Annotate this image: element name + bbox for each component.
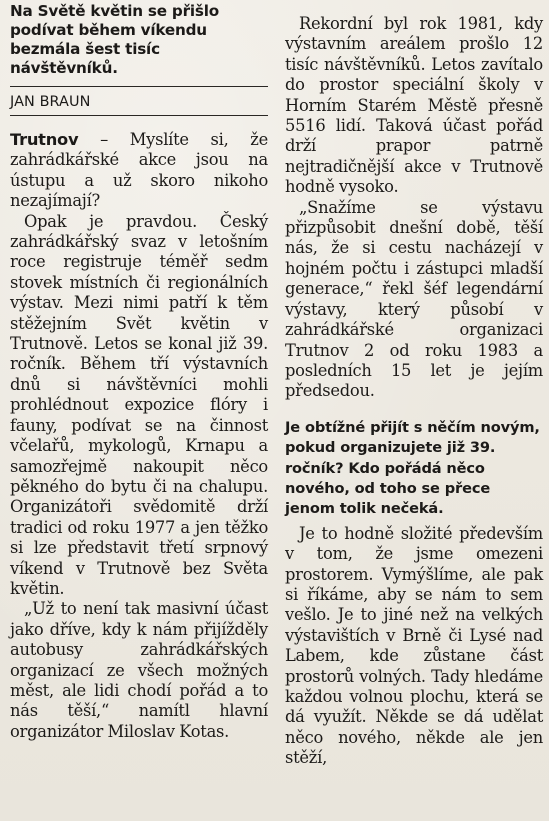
interview-question: Je obtížné přijít s něčím novým, pokud organizujete již 39. ročník? Kdo pořádá něco nového, od toho se přece jenom tolik nečeká. bbox=[285, 418, 540, 518]
left-column bbox=[10, 0, 268, 742]
body-paragraph-4: „Snažíme se výstavu přizpůsobit dnešní době, těší nás, že si cestu nacházejí v hojném počtu i zástupci mladší generace,“ řekl šéf legendární výstavy, který působí v zahrádkářské organizaci Trutnov 2 od roku 1983 a posledních 15 let je jejím předsedou. bbox=[285, 197, 543, 401]
article-lead: Na Světě květin se přišlo podívat během víkendu bezmála šest tisíc návštěvníků. bbox=[10, 2, 219, 77]
body-paragraph-1: Opak je pravdou. Český zahrádkářský svaz v letošním roce registruje téměř sedm stovek místních či regionálních výstav. Mezi nimi patří k těm stěžejním Svět květin v Trutnově. Letos se konal již 39. ročník. Během tří výstavních dnů si návštěvníci mohli prohlédnout expozice flóry i fauny, podívat se na činnost včelařů, mykologů, Krnapu a samozřejmě nakoupit něco pěkného do bytu či na chalupu. Organizátoři svědomitě drží tradici od roku 1977 a jen těžko si lze představit třetí srpnový víkend v Trutnově bez Světa květin. bbox=[10, 211, 268, 598]
byline-bottom-rule bbox=[10, 115, 268, 116]
body-paragraph-3: Rekordní byl rok 1981, kdy výstavním areálem prošlo 12 tisíc návštěvníků. Letos zavítalo do prostor speciální školy v Horním Starém Městě přesně 5516 lidí. Taková účast pořád drží prapor patrně nejtradičnější akce v Trutnově hodně vysoko. bbox=[285, 14, 543, 197]
body-paragraph-2: „Už to není tak masivní účast jako dříve, kdy k nám přijížděly autobusy zahrádkářských organizací ze všech možných měst, ale lidi chodí pořád a to nás těší,“ namítl hlavní organizátor Miloslav Kotas. bbox=[10, 599, 268, 741]
byline-top-rule bbox=[10, 86, 268, 87]
right-column bbox=[285, 0, 543, 769]
dateline: Trutnov bbox=[10, 130, 79, 149]
author-byline: JAN BRAUN bbox=[10, 94, 91, 110]
interview-answer: Je to hodně složité především v tom, že jsme omezeni prostorem. Vymýšlíme, ale pak si říkáme, aby se nám to sem vešlo. Je to jiné než na velkých výstavištích v Brně či Lysé nad Labem, kde zůstane část prostorů volných. Tady hledáme každou volnou plochu, která se dá využít. Někde se dá udělat něco nového, někde ale jen stěží, bbox=[285, 523, 543, 768]
intro-paragraph bbox=[10, 130, 268, 212]
intro-text: – Myslíte si, že zahrádkářské akce jsou na ústupu a už skoro nikoho nezajímají? bbox=[10, 130, 268, 211]
